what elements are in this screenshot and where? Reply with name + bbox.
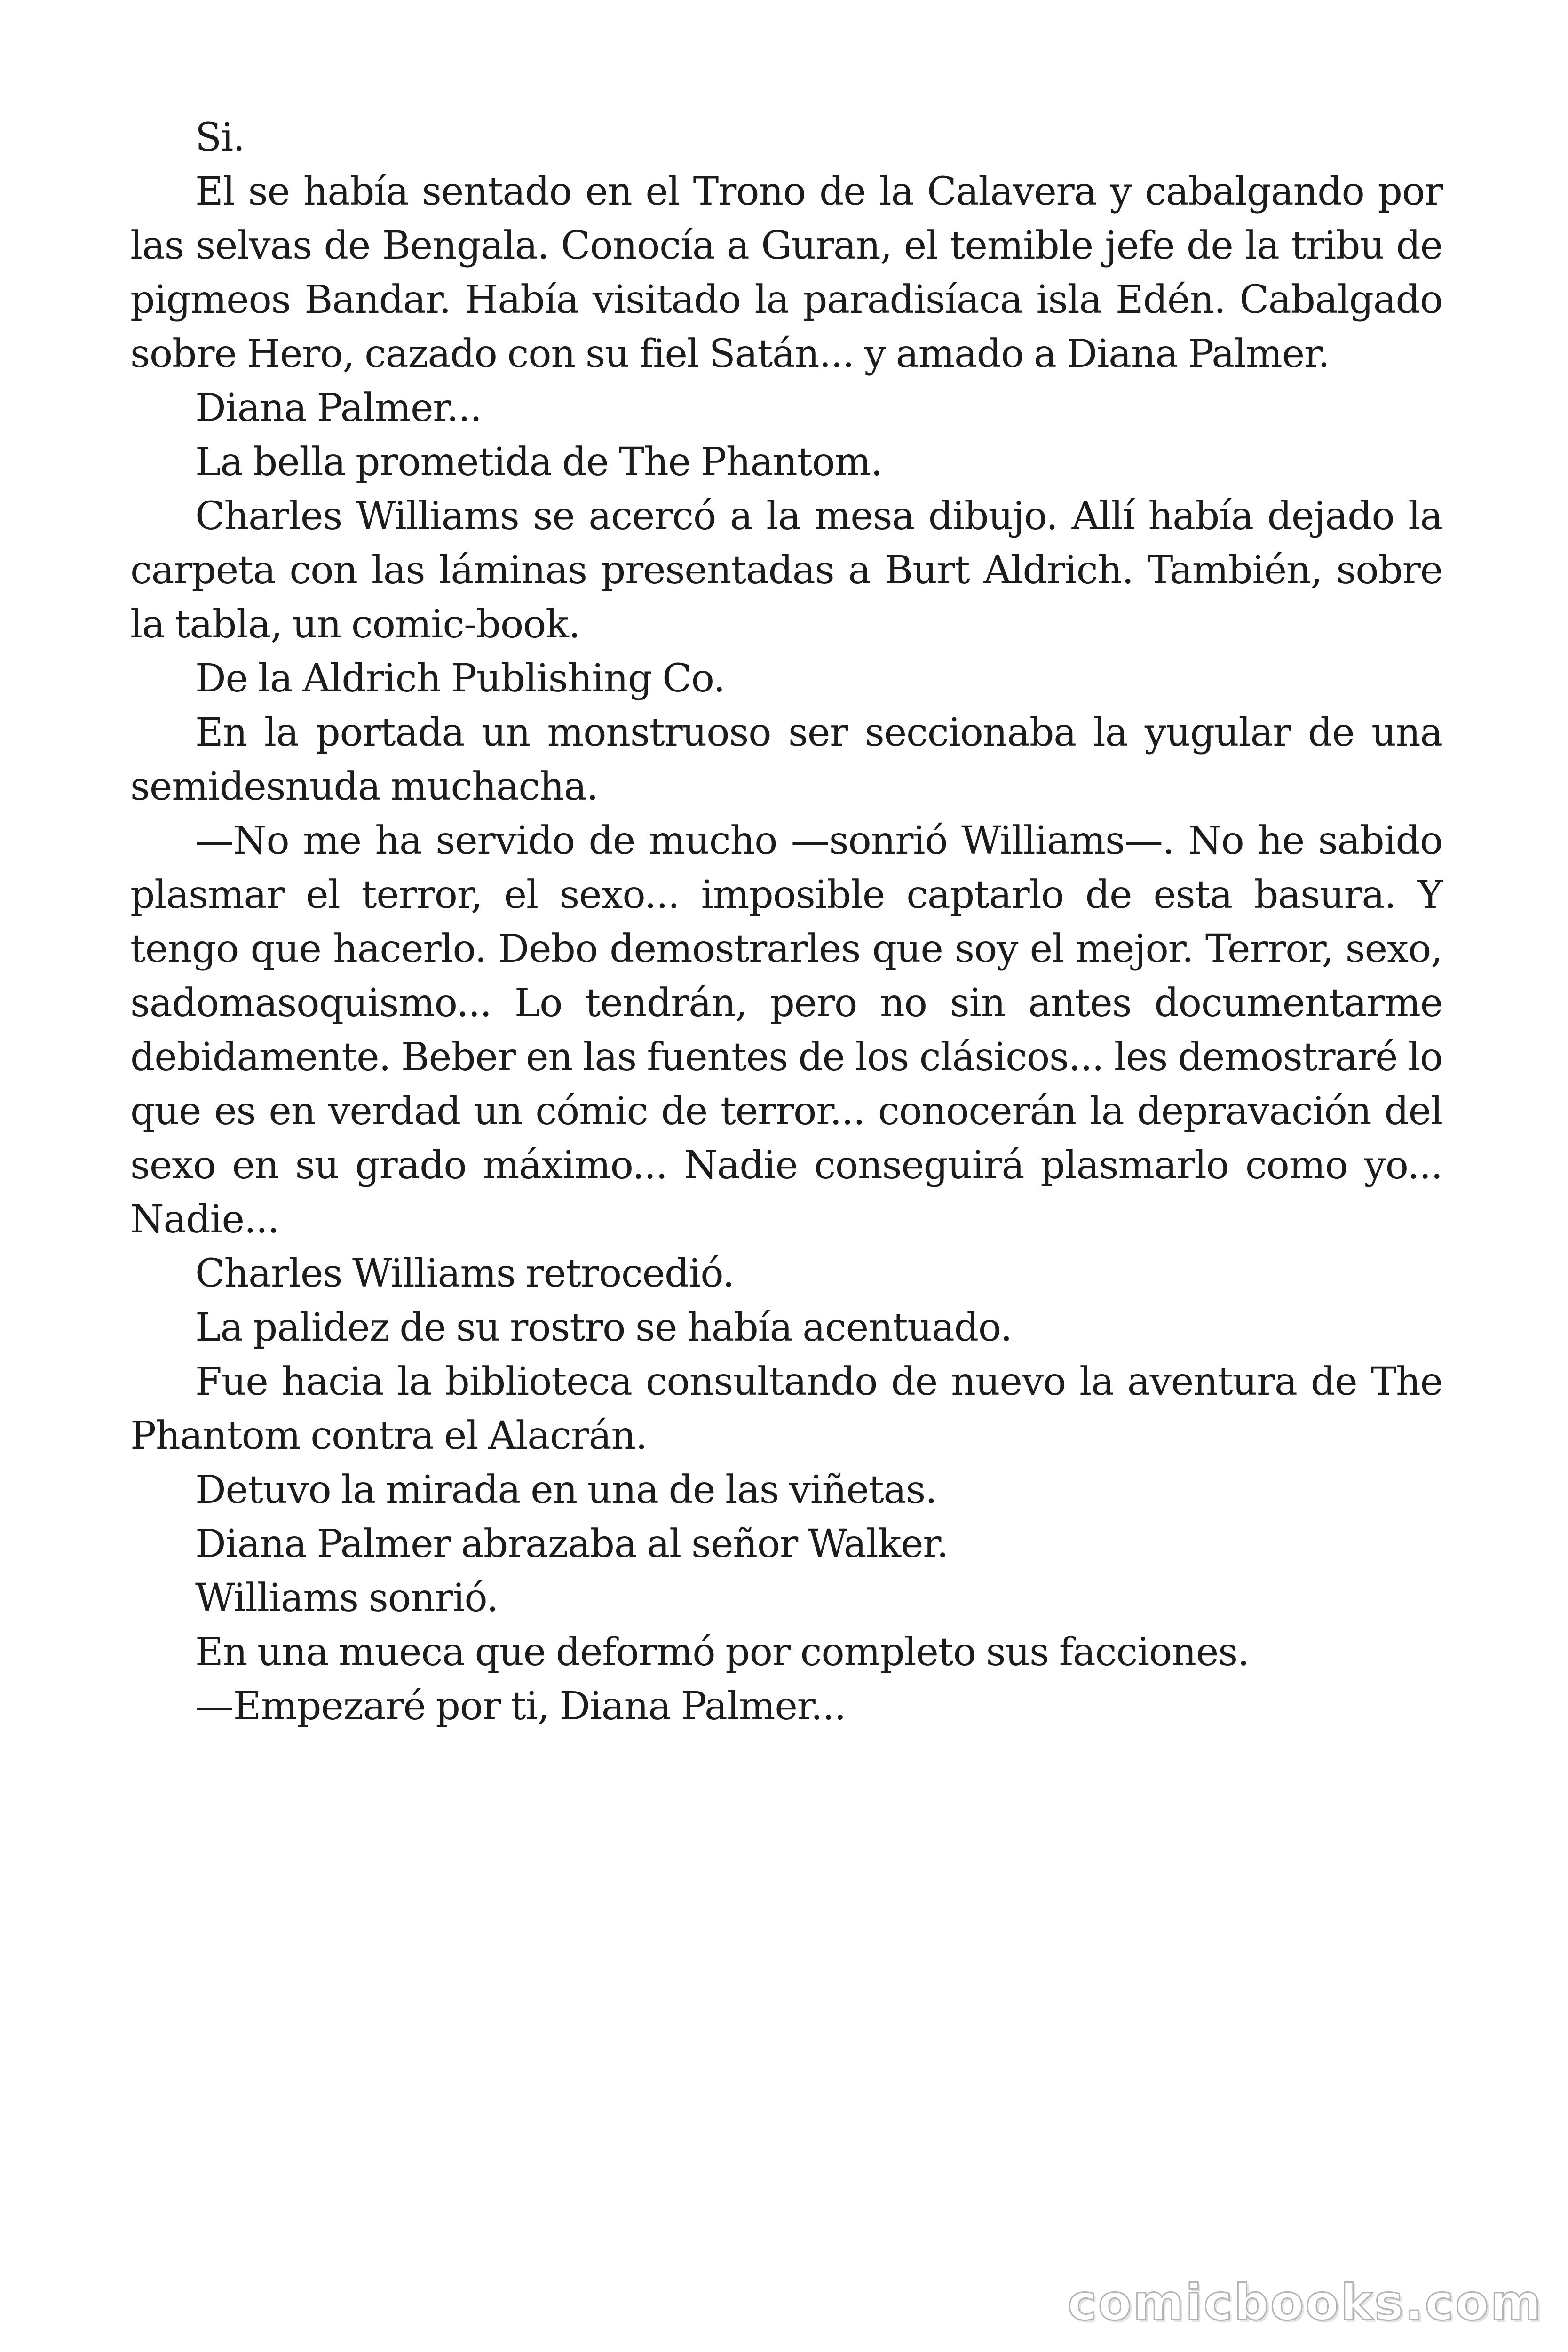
paragraph: La bella prometida de The Phantom. [195,440,882,485]
paragraph: Charles Williams se acercó a la mesa dibujo. Allí había dejado la carpeta con las láminas presentadas a Burt Aldrich. También, sobre la tabla, un comic-book. [130,494,1442,647]
paragraph: Detuvo la mirada en una de las viñetas. [195,1468,937,1512]
paragraph: Charles Williams retrocedió. [195,1251,734,1296]
paragraph: —Empezaré por ti, Diana Palmer... [195,1684,846,1729]
paragraph: El se había sentado en el Trono de la Calavera y cabalgando por las selvas de Bengala. Conocía a Guran, el temible jefe de la tribu de pigmeos Bandar. Había visitado la paradisíaca isla Edén. Cabalgado sobre Hero, cazado con su fiel Satán... y amado a Diana Palmer. [130,169,1442,376]
paragraph: —No me ha servido de mucho —sonrió Williams—. No he sabido plasmar el terror, el sexo... imposible captarlo de esta basura. Y tengo que hacerlo. Debo demostrarles que soy el mejor. Terror, sexo, sadomasoquismo... Lo tendrán, pero no sin antes documentarme debidamente. Beber en las fuentes de los clásicos... les demostraré lo que es en verdad un cómic de terror... conocerán la depravación del sexo en su grado máximo... Nadie conseguirá plasmarlo como yo... Nadie... [130,818,1442,1242]
paragraph: Diana Palmer abrazaba al señor Walker. [195,1522,949,1566]
paragraph: Williams sonrió. [195,1576,499,1621]
watermark: comicbooks.com [1067,2274,1543,2331]
page-body [130,111,1442,1733]
paragraph: En la portada un monstruoso ser seccionaba la yugular de una semidesnuda muchacha. [130,710,1442,809]
paragraph: Diana Palmer... [195,386,482,430]
paragraph: Si. [195,115,245,160]
paragraph: La palidez de su rostro se había acentuado. [195,1305,1012,1350]
paragraph: En una mueca que deformó por completo sus facciones. [195,1630,1249,1675]
paragraph: Fue hacia la biblioteca consultando de nuevo la aventura de The Phantom contra el Alacrán. [130,1359,1442,1458]
paragraph: De la Aldrich Publishing Co. [195,656,725,701]
